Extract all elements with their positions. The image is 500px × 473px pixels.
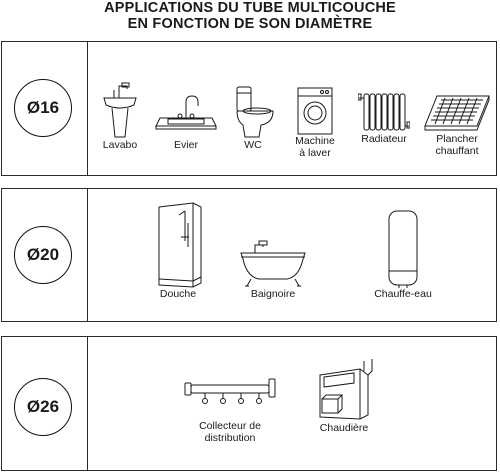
item-label-1: Collecteur de bbox=[199, 420, 261, 432]
manifold-icon bbox=[183, 377, 277, 417]
item-label-2: chauffant bbox=[435, 144, 479, 157]
sink-icon bbox=[154, 88, 218, 140]
item-machine-a-laver bbox=[286, 86, 344, 159]
item-wc bbox=[224, 85, 282, 152]
item-label: Chauffe-eau bbox=[374, 288, 432, 300]
section-d26 bbox=[1, 336, 497, 471]
item-label-2: à laver bbox=[299, 146, 331, 159]
item-label-1: Plancher bbox=[436, 133, 478, 145]
section-d16 bbox=[1, 41, 497, 176]
washing-machine-icon bbox=[296, 86, 334, 136]
item-label: WC bbox=[244, 139, 262, 151]
radiator-icon bbox=[358, 90, 410, 134]
item-label: Lavabo bbox=[102, 139, 138, 151]
diameter-badge-16: Ø16 bbox=[14, 79, 72, 137]
item-label-2: distribution bbox=[204, 431, 256, 444]
item-label: Douche bbox=[159, 288, 197, 300]
washbasin-icon bbox=[100, 78, 140, 140]
page-title-line-1: APPLICATIONS DU TUBE MULTICOUCHE bbox=[104, 0, 396, 16]
section-d20 bbox=[1, 188, 497, 322]
item-label: Radiateur bbox=[361, 133, 407, 145]
section-divider bbox=[87, 189, 88, 321]
item-collecteur bbox=[182, 377, 278, 444]
item-label: Chaudière bbox=[319, 422, 369, 434]
item-douche bbox=[146, 201, 210, 301]
section-divider bbox=[87, 337, 88, 470]
item-chauffe-eau bbox=[366, 209, 440, 301]
shower-icon bbox=[153, 201, 203, 289]
water-heater-icon bbox=[383, 209, 423, 289]
item-chaudiere bbox=[308, 355, 380, 435]
item-label-1: Machine bbox=[295, 135, 335, 147]
item-baignoire bbox=[236, 239, 310, 301]
diameter-badge-20: Ø20 bbox=[14, 226, 72, 284]
toilet-icon bbox=[229, 85, 277, 140]
item-lavabo bbox=[94, 78, 146, 152]
diameter-badge-26: Ø26 bbox=[14, 378, 72, 436]
bathtub-icon bbox=[237, 239, 309, 289]
boiler-icon bbox=[312, 355, 376, 421]
section-divider bbox=[87, 42, 88, 175]
item-evier bbox=[152, 88, 220, 152]
item-label: Evier bbox=[174, 139, 198, 151]
item-label: Baignoire bbox=[250, 288, 296, 300]
item-plancher-chauffant bbox=[420, 92, 494, 157]
item-radiateur bbox=[354, 90, 414, 146]
underfloor-heating-icon bbox=[421, 92, 493, 134]
page-title-line-2: EN FONCTION DE SON DIAMÈTRE bbox=[127, 16, 373, 32]
